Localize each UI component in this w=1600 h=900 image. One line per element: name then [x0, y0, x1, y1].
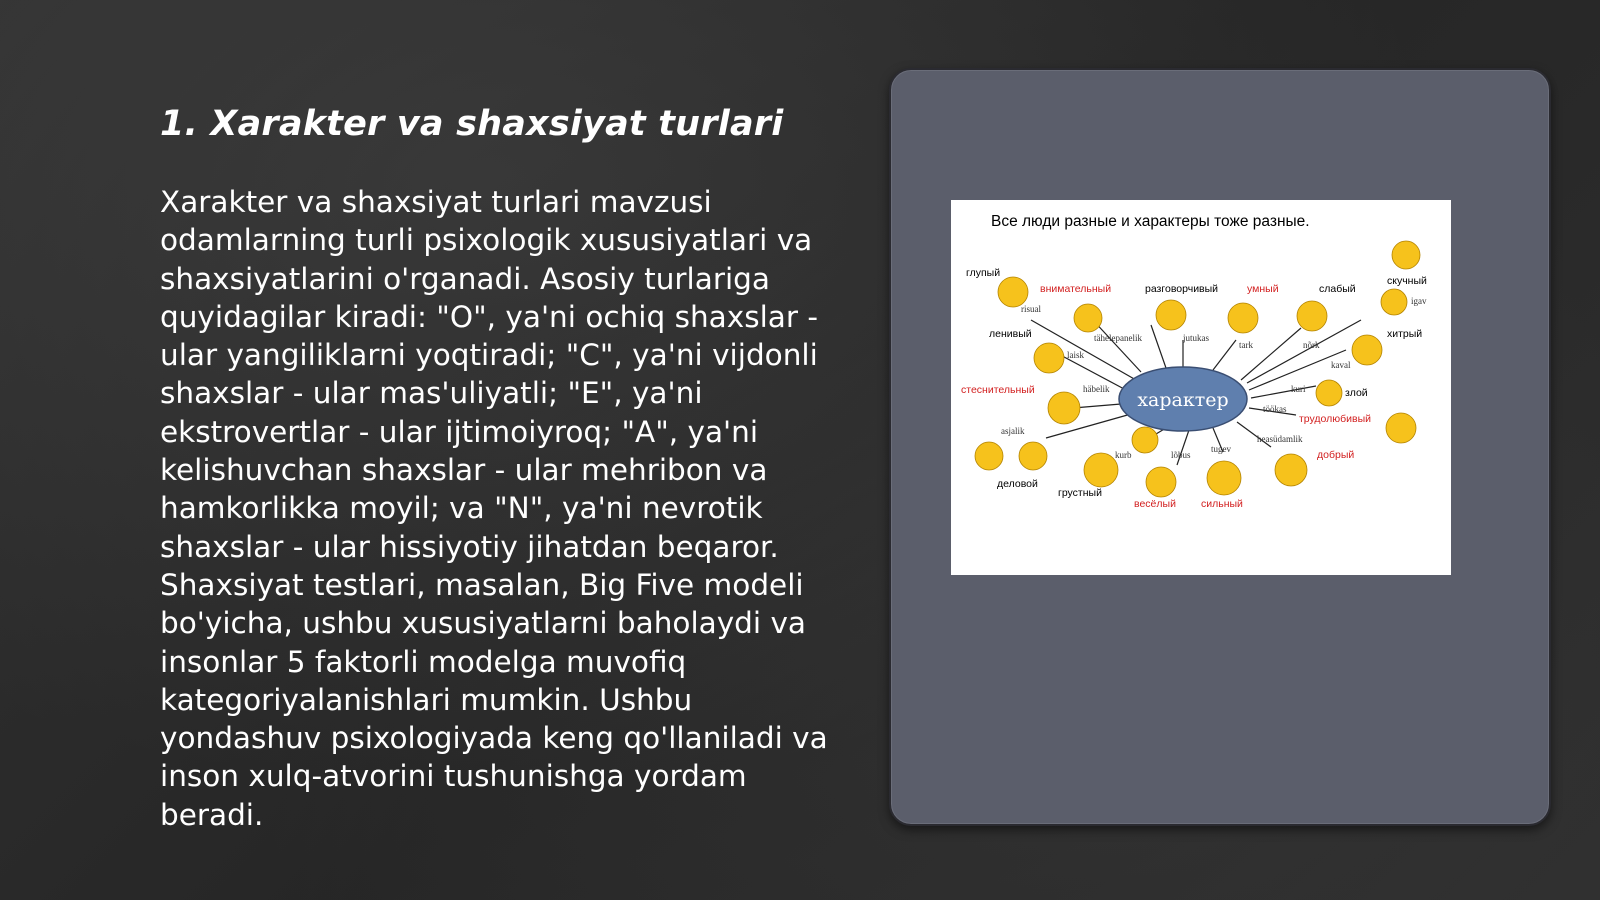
label-small: tark: [1239, 340, 1253, 350]
label-silny: сильный: [1201, 498, 1243, 510]
emoji-face-icon: [1316, 380, 1342, 406]
label-dobry: добрый: [1317, 449, 1355, 461]
slide-title: 1. Xarakter va shaxsiyat turlari: [160, 104, 784, 144]
emoji-face-icon: [1146, 467, 1176, 497]
label-small: kurb: [1115, 450, 1132, 460]
label-glupy: глупый: [966, 267, 1001, 279]
emoji-face-icon: [1392, 241, 1420, 269]
label-small: töökas: [1263, 404, 1287, 414]
label-trudolyubivy: трудолюбивый: [1299, 413, 1372, 425]
emoji-face-icon: [998, 277, 1028, 307]
figure-caption: Все люди разные и характеры тоже разные.: [991, 213, 1310, 230]
emoji-face-icon: [1132, 427, 1158, 453]
center-label: характер: [1137, 389, 1229, 411]
emoji-face-icon: [975, 442, 1003, 470]
mindmap-svg: [951, 200, 1451, 575]
label-small: tähelepanelik: [1094, 333, 1142, 343]
label-small: häbelik: [1083, 384, 1110, 394]
emoji-face-icon: [1381, 289, 1407, 315]
emoji-face-icon: [1352, 335, 1382, 365]
emoji-face-icon: [1386, 413, 1416, 443]
label-small: kuri: [1291, 384, 1306, 394]
emoji-face-icon: [1019, 442, 1047, 470]
label-small: kaval: [1331, 360, 1351, 370]
label-small: lõbus: [1171, 450, 1191, 460]
label-small: risual: [1021, 304, 1041, 314]
emoji-face-icon: [1156, 300, 1186, 330]
label-slaby: слабый: [1319, 283, 1356, 295]
emoji-face-icon: [1084, 453, 1118, 487]
label-small: jutukas: [1183, 333, 1209, 343]
slide-body-text: Xarakter va shaxsiyat turlari mavzusi odamlarning turli psixologik xususiyatlari va shaxsiyatlarini o'rganadi. Asosiy turlariga quyidagilar kiradi: "O", ya'ni ochiq shaxslar - ular yangiliklarni yoqtiradi; "C", ya'ni vijdonli shaxslar - ular mas'uliyatli; "E", ya'ni ekstrovertlar - ular ijtimoiyroq; "A", ya'ni kelishuvchan shaxslar - ular mehribon va hamkorlikka moyil; va "N", ya'ni nevrotik shaxslar - ular hissiyotiy jihatdan beqaror. Shaxsiyat testlari, masalan, Big Five modeli bo'yicha, ushbu xususiyatlarni baholaydi va insonlar 5 faktorli modelga muvofiq kategoriyalanishlari mumkin. Ushbu yondashuv psixologiyada keng qo'llaniladi va inson xulq-atvorini tushunishga yordam beradi.: [160, 185, 828, 832]
label-vnimatelny: внимательный: [1040, 283, 1112, 295]
emoji-face-icon: [1034, 343, 1064, 373]
label-small: asjalik: [1001, 426, 1025, 436]
label-hitry: хитрый: [1387, 328, 1423, 340]
label-small: nõrk: [1303, 340, 1320, 350]
emoji-face-icon: [1297, 301, 1327, 331]
image-panel: [889, 68, 1551, 826]
emoji-face-icon: [1074, 304, 1102, 332]
label-leniviy: ленивый: [989, 328, 1032, 340]
label-small: tugev: [1211, 444, 1231, 454]
emoji-face-icon: [1048, 392, 1080, 424]
label-small: igav: [1411, 296, 1427, 306]
character-mindmap-image: [951, 200, 1451, 575]
label-small: heasüdamlik: [1257, 434, 1303, 444]
label-zloy: злой: [1345, 387, 1368, 399]
label-stesnitelny: стеснительный: [961, 384, 1035, 396]
emoji-face-icon: [1228, 303, 1258, 333]
label-umny: умный: [1247, 283, 1279, 295]
label-skuchny: скучный: [1387, 275, 1427, 287]
label-small: laisk: [1067, 350, 1084, 360]
label-vesely: весёлый: [1134, 498, 1176, 510]
label-grustny: грустный: [1058, 487, 1102, 499]
label-razgovorchivy: разговорчивый: [1145, 283, 1219, 295]
label-delovoy: деловой: [997, 478, 1038, 490]
emoji-face-icon: [1207, 461, 1241, 495]
emoji-face-icon: [1275, 454, 1307, 486]
